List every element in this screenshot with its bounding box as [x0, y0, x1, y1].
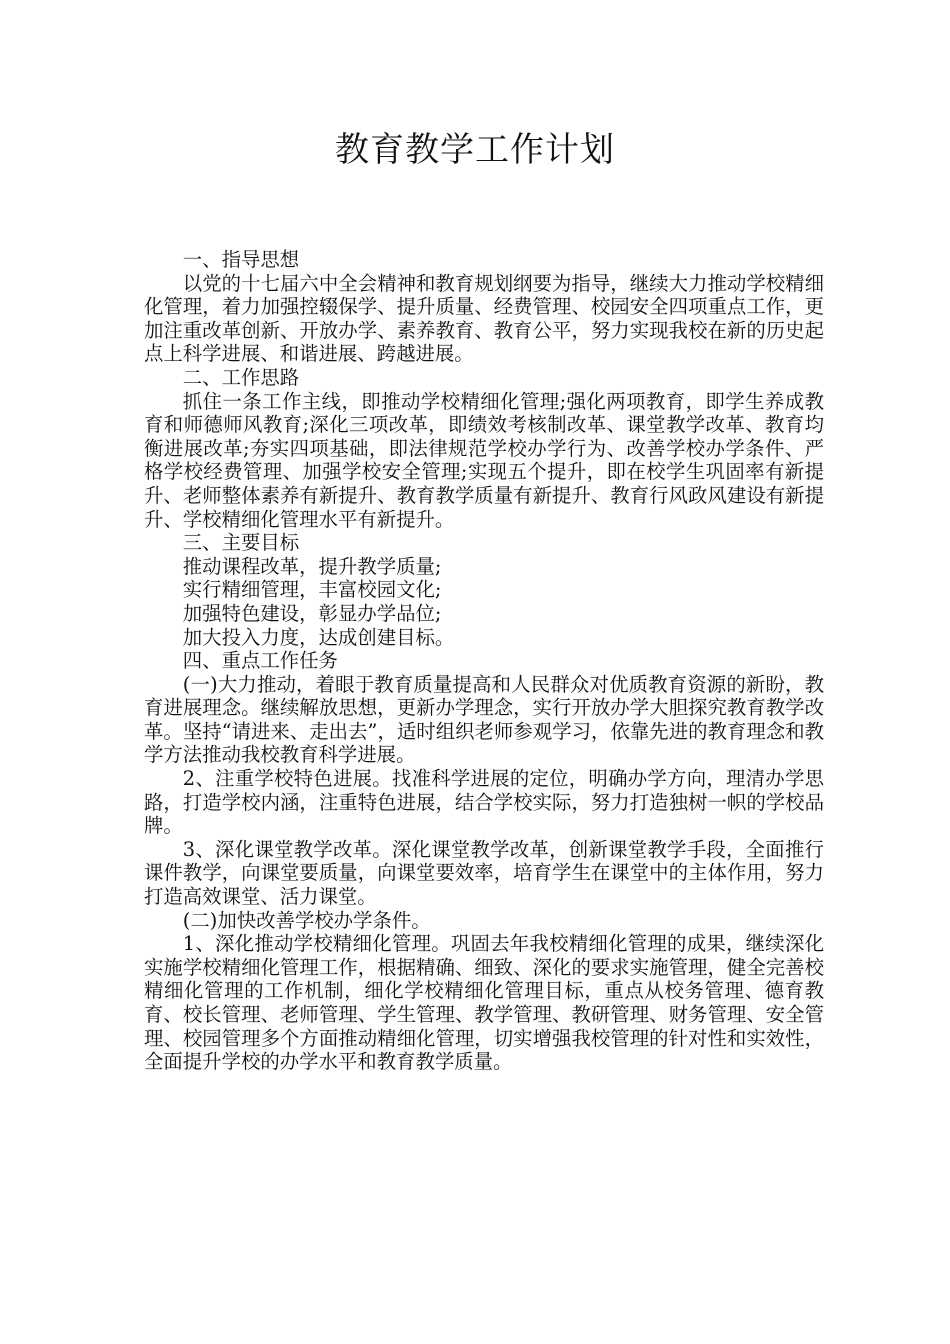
- section-heading-guiding-ideology: 一、指导思想: [182, 248, 300, 271]
- paragraph-refined-management: 1、深化推动学校精细化管理。巩固去年我校精细化管理的成果，继续深化实施学校精细化管理工作，根据精确、细致、深化的要求实施管理，健全完善校精细化管理的工作机制，细化学校精细化管理目标，重点从校务管理、德育教育、校长管理、老师管理、学生管理、教学管理、教研管理、财务管理、安全管理、校园管理多个方面推动精细化管理，切实增强我校管理的针对性和实效性，全面提升学校的办学水平和教育教学质量。: [144, 932, 824, 1074]
- goal-item: 推动课程改革，提升教学质量;: [182, 554, 442, 578]
- section-heading-main-goals: 三、主要目标: [182, 531, 300, 555]
- paragraph-work-approach: 抓住一条工作主线，即推动学校精细化管理;强化两项教育，即学生养成教育和师德师风教育;深化三项改革，即绩效考核制改革、课堂教学改革、教育均衡进展改革;夯实四项基础，即法律规范学校办学行为、改善学校办学条件、严格学校经费管理、加强学校安全管理;实现五个提升，即在校学生巩固率有新提升、老师整体素养有新提升、教育教学质量有新提升、教育行风政风建设有新提升、学校精细化管理水平有新提升。: [144, 389, 824, 531]
- document-title: 教育教学工作计划: [335, 130, 615, 170]
- subsection-heading-conditions: (二)加快改善学校办学条件。: [182, 908, 431, 932]
- paragraph-task-3: 3、深化课堂教学改革。深化课堂教学改革，创新课堂教学手段，全面推行课件教学，向课堂要质量，向课堂要效率，培育学生在课堂中的主体作用，努力打造高效课堂、活力课堂。: [144, 837, 824, 909]
- paragraph-task-1: (一)大力推动，着眼于教育质量提高和人民群众对优质教育资源的新盼，教育进展理念。继续解放思想，更新办学理念，实行开放办学大胆探究教育教学改革。坚持“请进来、走出去”，适时组织老师参观学习，依靠先进的教育理念和教学方法推动我校教育科学进展。: [144, 672, 824, 767]
- goal-item: 加大投入力度，达成创建目标。: [182, 625, 455, 649]
- goal-item: 实行精细管理，丰富校园文化;: [182, 578, 442, 602]
- goal-item: 加强特色建设，彰显办学品位;: [182, 601, 442, 625]
- paragraph-task-2: 2、注重学校特色进展。找准科学进展的定位，明确办学方向，理清办学思路，打造学校内涵，注重特色进展，结合学校实际，努力打造独树一帜的学校品牌。: [144, 767, 824, 838]
- paragraph-guiding-ideology: 以党的十七届六中全会精神和教育规划纲要为指导，继续大力推动学校精细化管理，着力加强控辍保学、提升质量、经费管理、校园安全四项重点工作，更加注重改革创新、开放办学、素养教育、教育公平，努力实现我校在新的历史起点上科学进展、和谐进展、跨越进展。: [144, 271, 824, 366]
- document-body: [144, 248, 824, 1074]
- section-heading-work-approach: 二、工作思路: [182, 365, 300, 389]
- section-heading-key-tasks: 四、重点工作任务: [182, 649, 338, 673]
